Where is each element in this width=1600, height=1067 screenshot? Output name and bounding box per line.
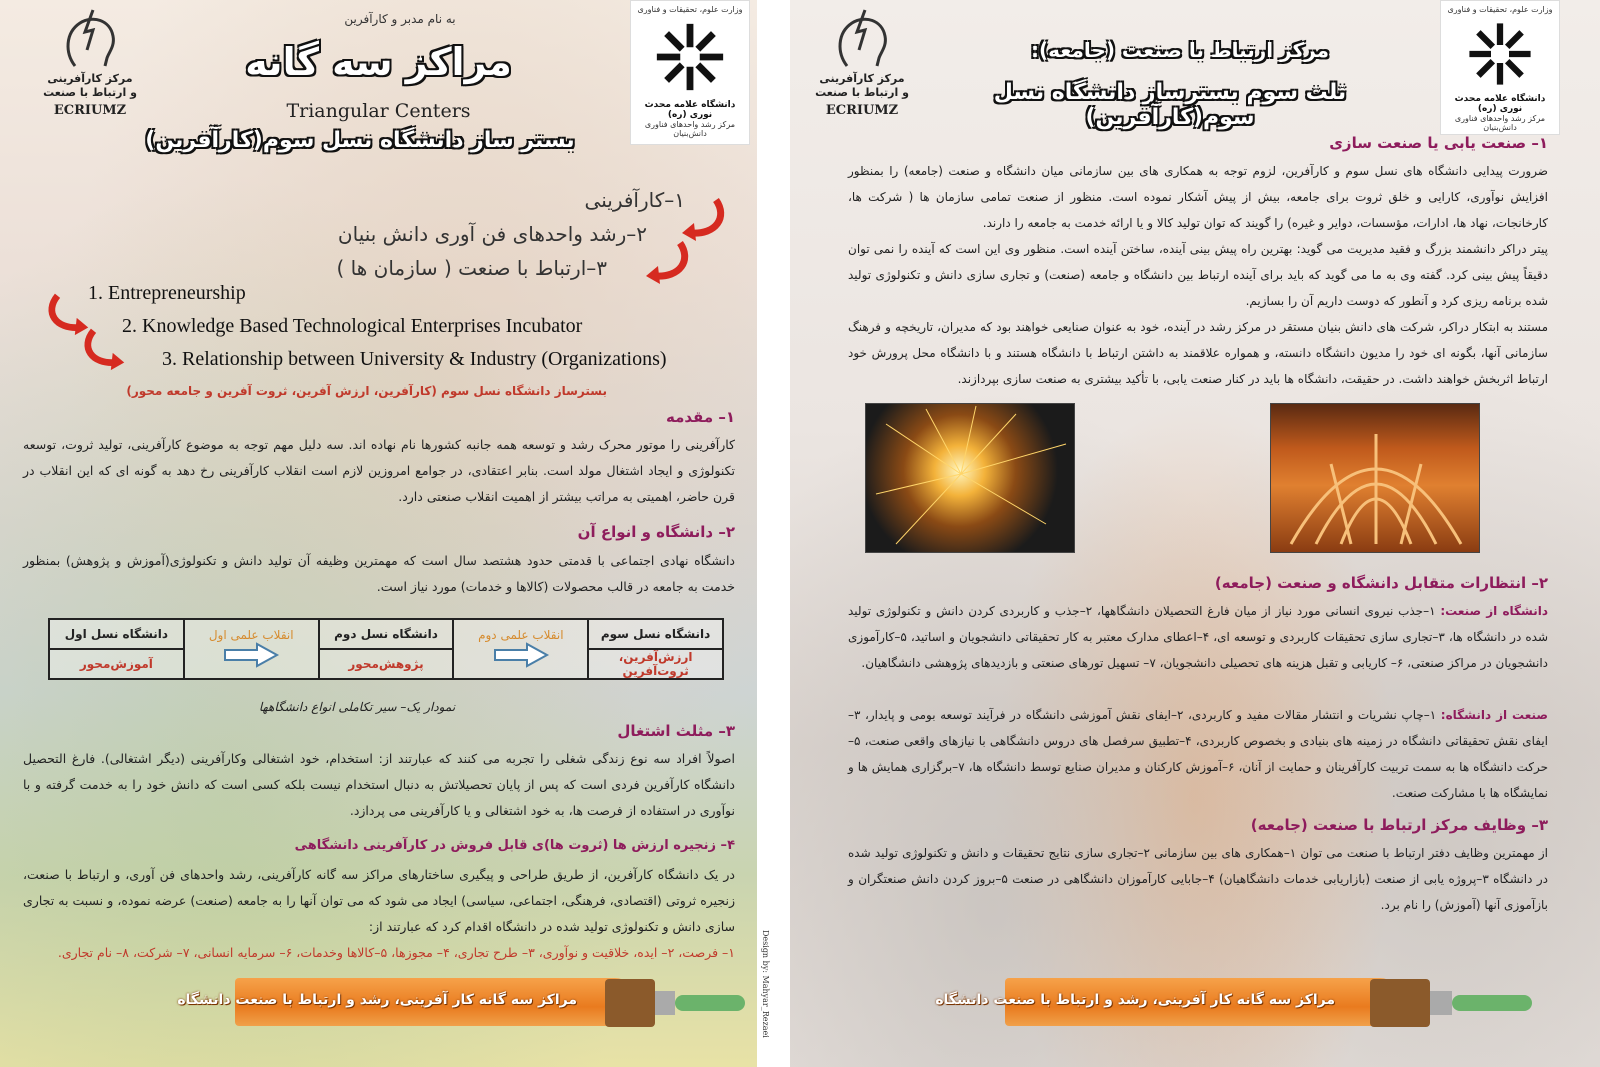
curved-arrow-icon bbox=[640, 238, 690, 288]
curved-arrow-icon bbox=[82, 325, 130, 375]
revolution-label: انقلاب علمی اول bbox=[208, 627, 294, 642]
footer-text: مراکز سه گانه کار آفرینی، رشد و ارتباط با صنعت دانشگاه bbox=[177, 992, 577, 1008]
arrow-right-icon bbox=[491, 642, 551, 668]
table-cell: ارزش‌آفرین، ثروت‌آفرین bbox=[588, 649, 723, 679]
section-4-heading: ۴– زنجیره ارزش ها (ثروت ها)ی قابل فروش در کارآفرینی دانشگاهی bbox=[294, 838, 735, 853]
table-cell bbox=[453, 619, 588, 679]
expectation-label-a: دانشگاه از صنعت: bbox=[1440, 604, 1549, 618]
tagline: بسترساز دانشگاه نسل سوم (کارآفرین، ارزش آفرین، ثروت آفرین و جامعه محور) bbox=[126, 384, 607, 398]
title-latin: Triangular Centers bbox=[286, 100, 471, 122]
section-1-heading: ۱– مقدمه bbox=[665, 408, 735, 426]
fa-list-item-2: ۲–رشد واحدهای فن آوری دانش بنیان bbox=[337, 222, 647, 246]
en-list-item-1: 1. Entrepreneurship bbox=[88, 282, 246, 304]
section-2-block-a bbox=[848, 598, 1548, 676]
expectation-text-a: ۱–جذب نیروی انسانی مورد نیاز از میان فارغ التحصیلان دانشگاهها، ۲–جذب و کاربردی کردن دانش و تکنولوژی تولید شده در دانشگاه ها، ۳–تجاری سازی تحقیقات کاربردی و توسعه ای، ۴–اعطای مدارک معتبر به کار تحقیقاتی دانشجویان و اساتید، ۵–کارآموزی دانشجویان در مراکز صنعتی، ۶– کاریابی و تقبل هزینه های تحصیلی دانشجویان، ۷– تسهیل تورهای صنعتی و بازدیدهای پژوهشی دانشگاهیان. bbox=[848, 604, 1549, 670]
section-3-text: از مهمترین وظایف دفتر ارتباط با صنعت می توان ۱–همکاری های بین سازمانی ۲–تجاری سازی نتایج تحقیقات و دانش و تکنولوژی تولید شده در دانشگاه ۳–پروژه یابی از صنعت (بازاریابی خدمات دانشگاهیان) ۴–جابایی کارآموزان دانشگاهی در صنعت ۵–بروز کردن دانش صنعتگران و بازآموزی آنها (آموزش) را نام برد. bbox=[848, 846, 1549, 912]
university-logo bbox=[630, 0, 750, 145]
welding-photo bbox=[865, 403, 1075, 553]
table-cell: آموزش‌محور bbox=[49, 649, 184, 679]
table-caption: نمودار یک– سیر تکاملی انواع دانشگاهها bbox=[258, 700, 456, 714]
section-1-paragraph-1: ضرورت پیدایی دانشگاه های نسل سوم و کارآفرین، لزوم توجه به همکاری های بین سازمانی میان دانشگاه و صنعت (جامعه) را بمنظور افزایش نوآوری، کارایی و خلق ثروت برای جامعه، بیش از پیش آشکار نموده است. منظور از صنعت تمامی سازمان ها ( شرکت ها، کارخانجات، نهاد ها، ادارات، مؤسسات، دوایر و غیره) را گویند که توان تولید کالا و یا ارائه خدمت به جامعه را دارند. bbox=[848, 164, 1548, 230]
revolution-label: انقلاب علمی دوم bbox=[478, 627, 564, 642]
section-3-heading: ۳– مثلث اشتغال bbox=[617, 722, 735, 740]
arrow-right-icon bbox=[221, 642, 281, 668]
section-4-text: در یک دانشگاه کارآفرین، از طریق طراحی و پیگیری ساختارهای مراکز سه گانه کارآفرینی، رشد واحدهای فن آوری، و ارتباط با صنعت، زنجیره ثروتی (اقتصادی، فرهنگی، اجتماعی، سیاسی) ایجاد می شود که می توان آنها را به جامعه (صنعت) عرضه نموده، و نسبت به تجاری سازی دانش و تکنولوژی تولید شده در دانشگاه اقدام کرد که عبارتند از: bbox=[23, 867, 735, 934]
head-lightning-icon bbox=[827, 8, 897, 68]
table-cell: دانشگاه نسل سوم bbox=[588, 619, 723, 649]
designer-credit: Design by: Mahyar_Rezaei bbox=[761, 930, 770, 1038]
section-3-text: اصولاً افراد سه نوع زندگی شغلی را تجربه می کنند که عبارتند از: استخدام، خود اشتغالی وکارآفرینی (دیگر اشتغالی). فارغ التحصیل دانشگاه کارآفرین فردی است که پس از پایان تحصیلاتش به دنبال استخدام نیست بلکه کسی است که دانش خود را به خدمت گرفته و با نوآوری در استفاده از فرصت ها، به خود اشتغالی و یا کارآفرینی می پردازد. bbox=[23, 751, 735, 818]
logo-abbr: ECRIUMZ bbox=[825, 103, 899, 119]
table-cell: دانشگاه نسل دوم bbox=[319, 619, 454, 649]
section-4-items: ۱– فرصت، ۲– ایده، خلاقیت و نوآوری، ۳– طرح تجاری، ۴– مجوزها، ۵–کالاها وخدمات، ۶– سرمایه انسانی، ۷– شرکت، ۸– نام تجاری. bbox=[57, 945, 735, 960]
ministry-label: وزارت علوم، تحقیقات و فناوری bbox=[1447, 5, 1553, 14]
section-2-heading: ۲– انتظارات متقابل دانشگاه و صنعت (جامعه) bbox=[1214, 574, 1548, 592]
entrepreneurship-center-logo bbox=[812, 8, 912, 120]
slogan: به نام مدبر و کارآفرین bbox=[344, 12, 456, 26]
university-name: دانشگاه علامه محدث نوری (ره) bbox=[644, 100, 736, 120]
logo-line-1: مرکز کارآفرینی bbox=[47, 71, 133, 85]
logo-line-1: مرکز کارآفرینی bbox=[819, 71, 905, 85]
university-generations-table bbox=[48, 618, 724, 680]
section-1-paragraph-3: مستند به ابتکار دراکر، شرکت های دانش بنیان مستقر در مرکز رشد در آینده، خود به عنوان صنایعی خواهند بود که مدیران، تاریخچه و فرهنگ سازمانی آنها، بگونه ای خود را مدیون دانشگاه دانسته، و همواره علاقمند به داشتن ارتباط با دانشگاه هستند و با دانشگاه محل پرورش خود ارتباط اثربخش خواهند داشت. در حقیقت، دانشگاه ها باید در کنار صنعت یابی، با تأکید بیشتری به صنعت سازی بپردازند. bbox=[848, 320, 1548, 386]
section-2-block-b bbox=[848, 702, 1548, 806]
expectation-label-b: صنعت از دانشگاه: bbox=[1440, 708, 1548, 722]
table-cell bbox=[184, 619, 319, 679]
university-logo bbox=[1440, 0, 1560, 135]
logo-abbr: ECRIUMZ bbox=[53, 103, 127, 119]
university-emblem-icon bbox=[651, 18, 729, 96]
left-page bbox=[0, 0, 757, 1067]
en-list-item-3: 3. Relationship between University & Industry (Organizations) bbox=[162, 348, 667, 370]
section-1-text: کارآفرینی را موتور محرک رشد و توسعه همه جانبه کشورها نام نهاده اند. سه دلیل مهم توجه به موضوع کارآفرینی، تولید ثروت، توسعه تکنولوژی و ایجاد اشتغال مولد است. بنابر اعتقادی، در جوامع امروزین لازم است انقلاب کارآفرینی رخ دهد به گونه ای که این انقلاب در قرن حاضر، اهمیتی به مراتب بیشتر از اهمیت انقلاب صنعتی دارد. bbox=[23, 437, 735, 504]
right-page bbox=[790, 0, 1600, 1067]
page-subtitle: ثلث سوم بسترساز دانشگاه نسل سوم(کارآفرین) bbox=[993, 80, 1347, 130]
university-name: دانشگاه علامه محدث نوری (ره) bbox=[1454, 94, 1546, 114]
table-cell: پژوهش‌محور bbox=[319, 649, 454, 679]
paintbrush-icon bbox=[1370, 965, 1550, 1045]
sparks-icon bbox=[866, 404, 1075, 553]
turbine-photo bbox=[1270, 403, 1480, 553]
page-subtitle: بستر ساز دانشگاه نسل سوم(کارآفرین) bbox=[145, 128, 575, 153]
turbine-icon bbox=[1271, 404, 1480, 553]
university-sub: مرکز رشد واحدهای فناوری دانش‌بنیان bbox=[1454, 114, 1546, 132]
en-list-item-2: 2. Knowledge Based Technological Enterprises Incubator bbox=[122, 315, 583, 337]
fa-list-item-3: ۳–ارتباط با صنعت ( سازمان ها ) bbox=[336, 256, 607, 280]
section-1-paragraph-2: پیتر دراکر دانشمند بزرگ و فقید مدیریت می گوید: بهترین راه پیش بینی آینده، ساختن آینده است. منظور وی این است که آینده را نمی توان دقیقاً پیش بینی کرد. گفته وی به ما می گوید که باید برای آینده ارتباط بین دانشگاه و جامعه (صنعت) و تجاری سازی دانش و تکنولوژی تولید شده برنامه ریزی کرد و آنطور که دوست داریم آن را بسازیم. bbox=[848, 242, 1548, 308]
logo-line-2: و ارتباط با صنعت bbox=[815, 85, 909, 99]
page-title: مرکز ارتباط با صنعت (جامعه): bbox=[1030, 38, 1330, 62]
section-2-text: دانشگاه نهادی اجتماعی با قدمتی حدود هشتصد سال است که مهمترین وظیفه آن تولید دانش و تکنولوژی(آموزش و پژوهش) بمنظور خدمت به جامعه در قالب محصولات (کالاها و خدمات) مورد نیاز است. bbox=[23, 553, 735, 594]
expectation-text-b: ۱–چاپ نشریات و انتشار مقالات مفید و کاربردی، ۲–ایفای نقش آموزشی دانشگاه در فرآیند توسعه بومی و پایدار، ۳–ایفای نقش تحقیقاتی دانشگاه در زمینه های بنیادی و بخصوص کاربردی، ۴–تطبیق سرفصل های دروس دانشگاهی با نیازهای واقعی صنعت، ۵–حرکت دانشگاه ها به سمت تربیت کارآفرینان و حمایت از آنان، ۶–آموزش کارکنان و مدیران صنایع توسط دانشگاه ها، ۷–برگزاری همایش ها و نمایشگاه ها با مشارکت صنعت. bbox=[848, 708, 1548, 800]
paintbrush-icon bbox=[605, 965, 755, 1045]
fa-list-item-1: ۱–کارآفرینی bbox=[584, 188, 685, 212]
university-emblem-icon bbox=[1464, 18, 1536, 90]
logo-line-2: و ارتباط با صنعت bbox=[43, 85, 137, 99]
footer-text: مراکز سه گانه کار آفرینی، رشد و ارتباط با صنعت دانشگاه bbox=[935, 992, 1335, 1008]
section-3-heading: ۳– وظایف مرکز ارتباط با صنعت (جامعه) bbox=[1250, 816, 1548, 834]
ministry-label: وزارت علوم، تحقیقات و فناوری bbox=[637, 5, 743, 14]
table-cell: دانشگاه نسل اول bbox=[49, 619, 184, 649]
section-1-heading: ۱– صنعت یابی یا صنعت سازی bbox=[1329, 134, 1548, 152]
page-title: مراکز سه گانه bbox=[245, 40, 512, 84]
section-2-heading: ۲– دانشگاه و انواع آن bbox=[577, 523, 735, 541]
university-sub: مرکز رشد واحدهای فناوری دانش‌بنیان bbox=[644, 120, 736, 138]
page-gutter bbox=[757, 0, 790, 1067]
